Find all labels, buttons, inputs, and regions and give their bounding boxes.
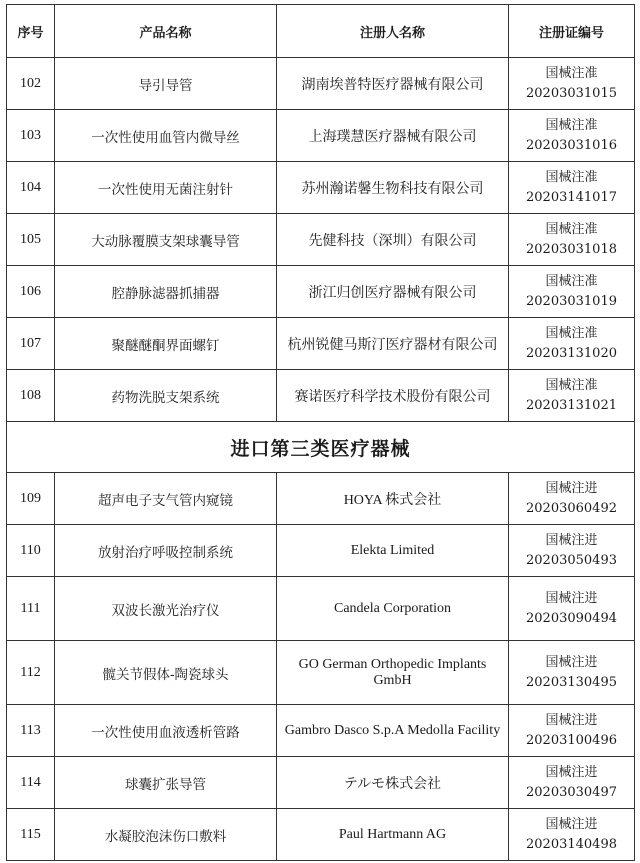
certificate-number-cell bbox=[509, 58, 635, 110]
table-row bbox=[7, 525, 635, 577]
table-row bbox=[7, 641, 635, 705]
certificate-prefix: 国械注准 bbox=[545, 221, 598, 237]
certificate-code: 20203031018 bbox=[526, 241, 617, 257]
certificate-code: 20203131020 bbox=[526, 345, 617, 361]
registrant-name-cell: Elekta Limited bbox=[277, 525, 509, 577]
registrant-name-cell: 赛诺医疗科学技术股份有限公司 bbox=[277, 370, 509, 422]
certificate-number-cell bbox=[509, 577, 635, 641]
table-row bbox=[7, 809, 635, 861]
header-certificate-number: 注册证编号 bbox=[509, 5, 635, 58]
serial-number-cell: 104 bbox=[7, 162, 55, 214]
registrant-name-cell: Gambro Dasco S.p.A Medolla Facility bbox=[277, 705, 509, 757]
certificate-code: 20203031015 bbox=[526, 85, 617, 101]
certificate-code: 20203031019 bbox=[526, 293, 617, 309]
header-registrant-name: 注册人名称 bbox=[277, 5, 509, 58]
certificate-number-cell bbox=[509, 641, 635, 705]
certificate-number-cell bbox=[509, 809, 635, 861]
certificate-prefix: 国械注准 bbox=[545, 169, 598, 185]
table-row bbox=[7, 473, 635, 525]
serial-number-cell: 110 bbox=[7, 525, 55, 577]
product-name-cell: 髋关节假体-陶瓷球头 bbox=[55, 641, 277, 705]
table-row bbox=[7, 757, 635, 809]
table-row bbox=[7, 370, 635, 422]
certificate-prefix: 国械注进 bbox=[545, 532, 598, 548]
certificate-number-cell bbox=[509, 525, 635, 577]
certificate-code: 20203140498 bbox=[526, 836, 617, 852]
serial-number-cell: 109 bbox=[7, 473, 55, 525]
certificate-code: 20203131021 bbox=[526, 397, 617, 413]
table-row bbox=[7, 266, 635, 318]
registrant-name-cell: Candela Corporation bbox=[277, 577, 509, 641]
table-row bbox=[7, 318, 635, 370]
device-registration-table bbox=[6, 4, 635, 861]
certificate-prefix: 国械注进 bbox=[545, 480, 598, 496]
certificate-code: 20203060492 bbox=[526, 500, 617, 516]
table-row bbox=[7, 705, 635, 757]
registrant-name-cell: 湖南埃普特医疗器械有限公司 bbox=[277, 58, 509, 110]
product-name-cell: 导引导管 bbox=[55, 58, 277, 110]
serial-number-cell: 113 bbox=[7, 705, 55, 757]
certificate-number-cell bbox=[509, 705, 635, 757]
certificate-code: 20203100496 bbox=[526, 732, 617, 748]
certificate-prefix: 国械注准 bbox=[545, 377, 598, 393]
header-product-name: 产品名称 bbox=[55, 5, 277, 58]
certificate-number-cell bbox=[509, 318, 635, 370]
domestic-rows bbox=[7, 58, 635, 422]
certificate-prefix: 国械注准 bbox=[545, 117, 598, 133]
certificate-prefix: 国械注进 bbox=[545, 654, 598, 670]
product-name-cell: 一次性使用血液透析管路 bbox=[55, 705, 277, 757]
serial-number-cell: 114 bbox=[7, 757, 55, 809]
table-row bbox=[7, 214, 635, 266]
registrant-name-cell: GO German Orthopedic Implants GmbH bbox=[277, 641, 509, 705]
product-name-cell: 一次性使用无菌注射针 bbox=[55, 162, 277, 214]
serial-number-cell: 115 bbox=[7, 809, 55, 861]
certificate-prefix: 国械注准 bbox=[545, 325, 598, 341]
serial-number-cell: 111 bbox=[7, 577, 55, 641]
serial-number-cell: 106 bbox=[7, 266, 55, 318]
registrant-name-cell: 苏州瀚诺馨生物科技有限公司 bbox=[277, 162, 509, 214]
product-name-cell: 双波长激光治疗仪 bbox=[55, 577, 277, 641]
registrant-name-cell: テルモ株式会社 bbox=[277, 757, 509, 809]
product-name-cell: 一次性使用血管内微导丝 bbox=[55, 110, 277, 162]
certificate-prefix: 国械注进 bbox=[545, 712, 598, 728]
certificate-number-cell bbox=[509, 162, 635, 214]
certificate-code: 20203050493 bbox=[526, 552, 617, 568]
import-rows bbox=[7, 473, 635, 861]
certificate-number-cell bbox=[509, 473, 635, 525]
table-row bbox=[7, 58, 635, 110]
registrant-name-cell: 上海璞慧医疗器械有限公司 bbox=[277, 110, 509, 162]
certificate-code: 20203130495 bbox=[526, 674, 617, 690]
table-row bbox=[7, 110, 635, 162]
certificate-number-cell bbox=[509, 370, 635, 422]
certificate-code: 20203090494 bbox=[526, 610, 617, 626]
certificate-prefix: 国械注进 bbox=[545, 764, 598, 780]
serial-number-cell: 107 bbox=[7, 318, 55, 370]
serial-number-cell: 103 bbox=[7, 110, 55, 162]
product-name-cell: 药物洗脱支架系统 bbox=[55, 370, 277, 422]
section-row bbox=[7, 422, 635, 473]
registrant-name-cell: HOYA 株式会社 bbox=[277, 473, 509, 525]
certificate-number-cell bbox=[509, 266, 635, 318]
registrant-name-cell: 浙江归创医疗器械有限公司 bbox=[277, 266, 509, 318]
certificate-number-cell bbox=[509, 110, 635, 162]
product-name-cell: 超声电子支气管内窥镜 bbox=[55, 473, 277, 525]
certificate-prefix: 国械注进 bbox=[545, 590, 598, 606]
table-header-row bbox=[7, 5, 635, 58]
table-row bbox=[7, 577, 635, 641]
header-serial-number: 序号 bbox=[7, 5, 55, 58]
product-name-cell: 聚醚醚酮界面螺钉 bbox=[55, 318, 277, 370]
certificate-prefix: 国械注进 bbox=[545, 816, 598, 832]
serial-number-cell: 102 bbox=[7, 58, 55, 110]
serial-number-cell: 108 bbox=[7, 370, 55, 422]
product-name-cell: 水凝胶泡沫伤口敷料 bbox=[55, 809, 277, 861]
table-row bbox=[7, 162, 635, 214]
registration-table-document bbox=[6, 4, 634, 861]
registrant-name-cell: Paul Hartmann AG bbox=[277, 809, 509, 861]
certificate-number-cell bbox=[509, 757, 635, 809]
product-name-cell: 大动脉覆膜支架球囊导管 bbox=[55, 214, 277, 266]
product-name-cell: 球囊扩张导管 bbox=[55, 757, 277, 809]
product-name-cell: 腔静脉滤器抓捕器 bbox=[55, 266, 277, 318]
registrant-name-cell: 先健科技（深圳）有限公司 bbox=[277, 214, 509, 266]
serial-number-cell: 112 bbox=[7, 641, 55, 705]
serial-number-cell: 105 bbox=[7, 214, 55, 266]
certificate-prefix: 国械注准 bbox=[545, 65, 598, 81]
product-name-cell: 放射治疗呼吸控制系统 bbox=[55, 525, 277, 577]
section-title-imported-class3: 进口第三类医疗器械 bbox=[7, 422, 635, 473]
certificate-code: 20203030497 bbox=[526, 784, 617, 800]
certificate-prefix: 国械注准 bbox=[545, 273, 598, 289]
certificate-number-cell bbox=[509, 214, 635, 266]
registrant-name-cell: 杭州锐健马斯汀医疗器材有限公司 bbox=[277, 318, 509, 370]
certificate-code: 20203141017 bbox=[526, 189, 617, 205]
certificate-code: 20203031016 bbox=[526, 137, 617, 153]
